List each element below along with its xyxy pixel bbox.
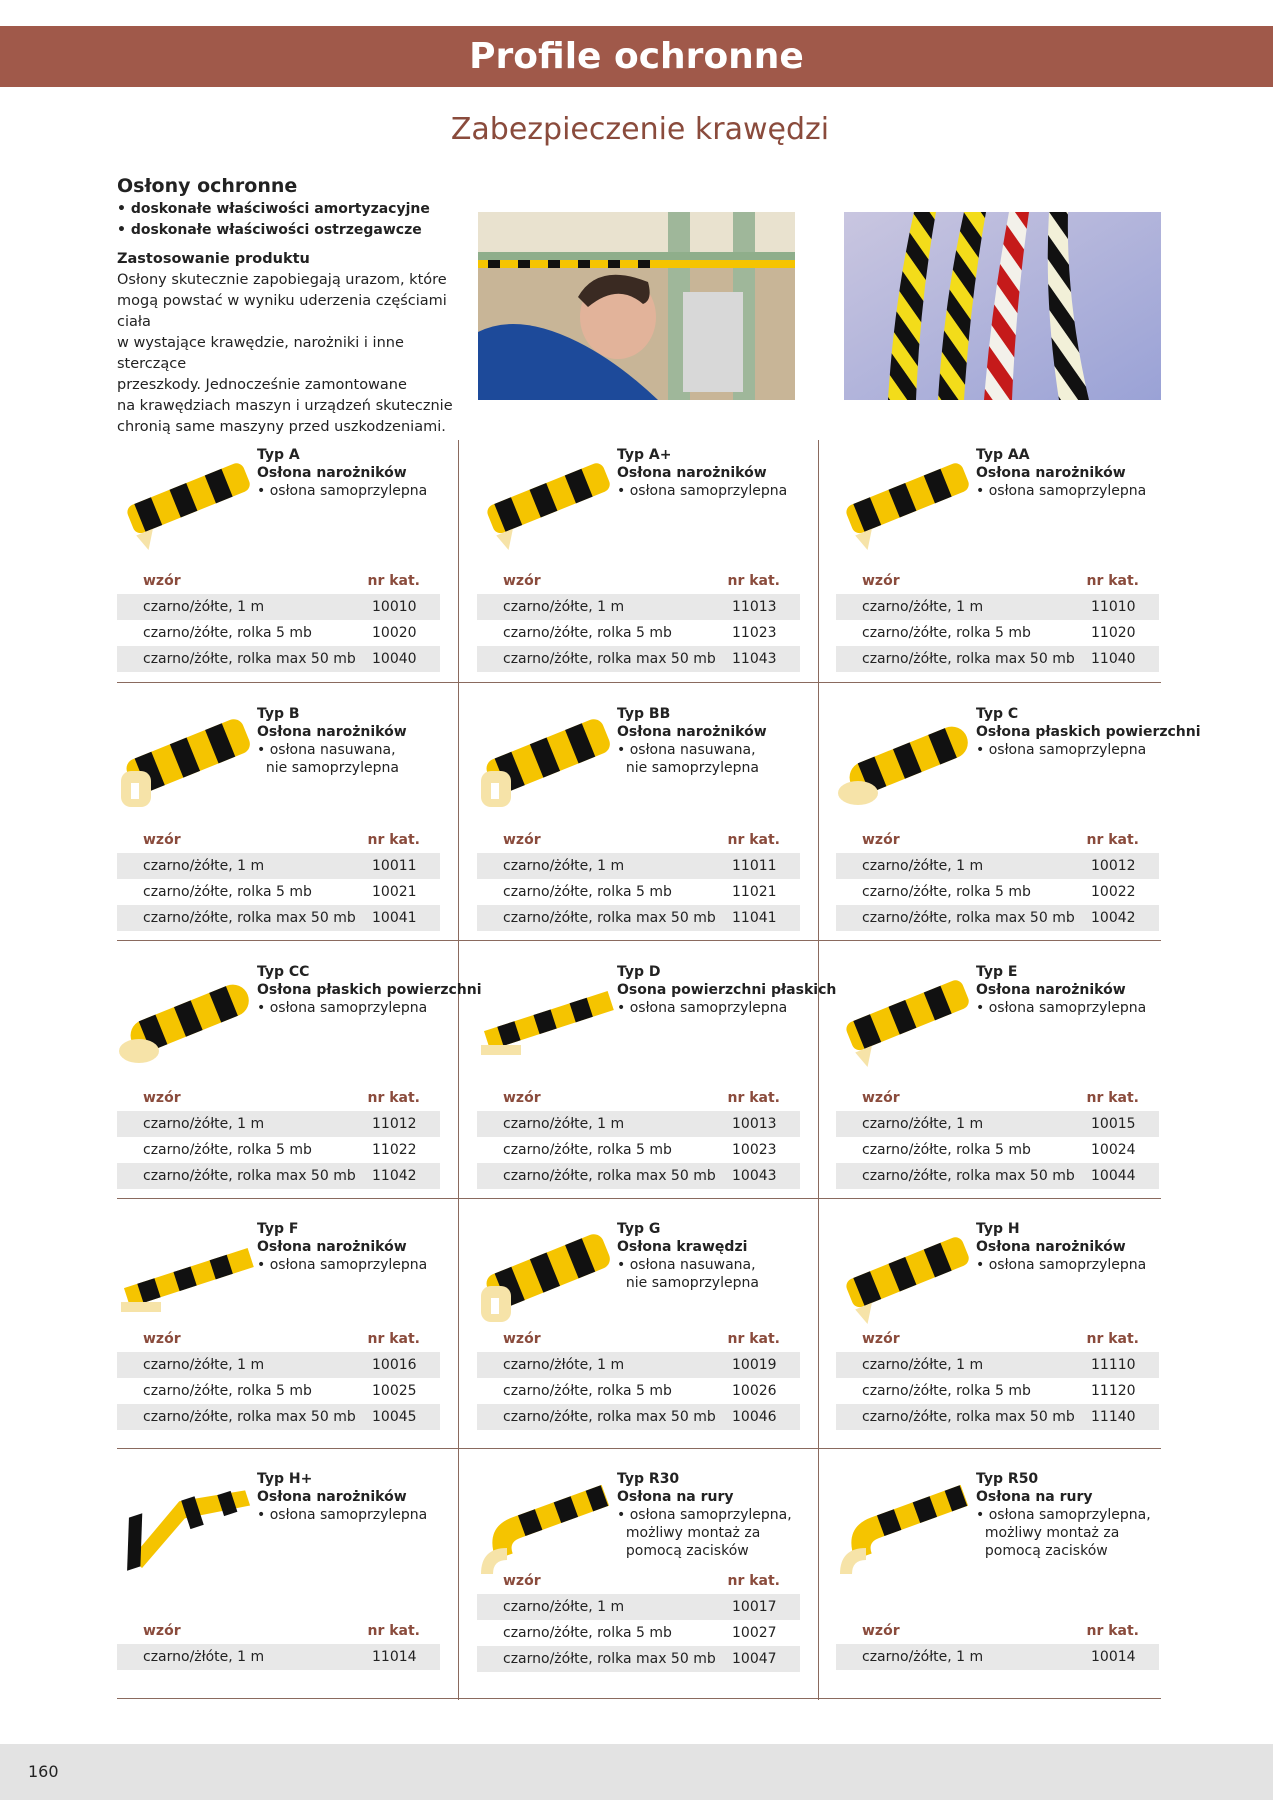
catalog-number-cell: 10010 [372, 599, 417, 615]
column-header-catalog-number: nr kat. [367, 1090, 420, 1106]
table-header [117, 568, 440, 594]
pattern-cell: czarno/żółte, rolka max 50 mb [862, 910, 1075, 926]
product-note: • osłona samoprzylepna [976, 1257, 1147, 1273]
usage-line: mogą powstać w wyniku uderzenia częściami ciała [117, 293, 447, 330]
profiles-photo [844, 212, 1161, 400]
pattern-cell: czarno/żółte, rolka 5 mb [503, 625, 672, 641]
column-header-pattern: wzór [862, 573, 900, 589]
section-subtitle: Zabezpieczenie krawędzi [450, 112, 830, 147]
catalog-number-cell: 10014 [1091, 1649, 1136, 1665]
column-header-catalog-number: nr kat. [367, 1623, 420, 1639]
catalog-table [836, 1085, 1159, 1189]
intro-block [117, 176, 477, 438]
column-header-pattern: wzór [143, 1090, 181, 1106]
table-header [836, 827, 1159, 853]
catalog-number-cell: 10040 [372, 651, 417, 667]
table-header [836, 568, 1159, 594]
pattern-cell: czarno/żółte, rolka max 50 mb [143, 1168, 356, 1184]
catalog-number-cell: 10019 [732, 1357, 777, 1373]
profile-illustration [836, 446, 976, 556]
catalog-table [117, 827, 440, 931]
table-row [117, 905, 440, 931]
table-row [477, 620, 800, 646]
column-header-catalog-number: nr kat. [367, 573, 420, 589]
pattern-cell: czarno/żółte, 1 m [143, 1116, 265, 1132]
column-header-catalog-number: nr kat. [727, 832, 780, 848]
column-header-catalog-number: nr kat. [727, 1331, 780, 1347]
column-header-catalog-number: nr kat. [727, 1573, 780, 1589]
column-header-pattern: wzór [862, 832, 900, 848]
warehouse-photo [478, 212, 795, 400]
table-header [117, 1618, 440, 1644]
product-description [257, 1220, 427, 1274]
table-row [117, 879, 440, 905]
intro-bullet: • doskonałe właściwości ostrzegawcze [117, 222, 422, 238]
catalog-number-cell: 11021 [732, 884, 777, 900]
table-row [117, 1137, 440, 1163]
product-note: • osłona samoprzylepna, możliwy montaż za pomocą zacisków [617, 1507, 792, 1559]
product-description [976, 1220, 1146, 1274]
pattern-cell: czarno/żółte, 1 m [862, 858, 984, 874]
catalog-number-cell: 11120 [1091, 1383, 1136, 1399]
product-name: Osłona na rury [976, 1489, 1093, 1505]
column-header-pattern: wzór [862, 1331, 900, 1347]
page-footer [0, 1744, 1273, 1800]
pattern-cell: czarno/żółte, 1 m [862, 1357, 984, 1373]
product-type: Typ A+ [617, 447, 672, 463]
pattern-cell: czarno/żółte, 1 m [503, 1599, 625, 1615]
usage-line: Osłony skutecznie zapobiegają urazom, które [117, 272, 447, 288]
profile-illustration [477, 963, 617, 1073]
pattern-cell: czarno/żółte, 1 m [143, 858, 265, 874]
table-header [117, 827, 440, 853]
catalog-table [836, 568, 1159, 672]
row-divider [117, 1198, 1161, 1199]
product-note: • osłona samoprzylepna [976, 483, 1147, 499]
table-header [477, 827, 800, 853]
pattern-cell: czarno/żółte, 1 m [143, 1357, 265, 1373]
column-header-pattern: wzór [503, 1090, 541, 1106]
catalog-number-cell: 10047 [732, 1651, 777, 1667]
column-header-catalog-number: nr kat. [1086, 1090, 1139, 1106]
column-header-catalog-number: nr kat. [367, 832, 420, 848]
table-row [117, 620, 440, 646]
pattern-cell: czarno/żółte, 1 m [862, 1649, 984, 1665]
column-header-catalog-number: nr kat. [1086, 1623, 1139, 1639]
catalog-number-cell: 10017 [732, 1599, 777, 1615]
product-description [257, 963, 482, 1017]
pattern-cell: czarno/żółte, rolka max 50 mb [862, 1409, 1075, 1425]
catalog-number-cell: 10046 [732, 1409, 777, 1425]
catalog-number-cell: 10045 [372, 1409, 417, 1425]
catalog-table [117, 568, 440, 672]
catalog-table [477, 1085, 800, 1189]
pattern-cell: czarno/żółte, rolka 5 mb [143, 1383, 312, 1399]
product-type: Typ H+ [257, 1471, 313, 1487]
table-header [477, 1568, 800, 1594]
pattern-cell: czarno/żółte, 1 m [503, 1116, 625, 1132]
table-header [477, 568, 800, 594]
catalog-number-cell: 11042 [372, 1168, 417, 1184]
table-row [477, 1352, 800, 1378]
table-row [836, 905, 1159, 931]
product-name: Osłona krawędzi [617, 1239, 748, 1255]
table-row [836, 1378, 1159, 1404]
catalog-number-cell: 11022 [372, 1142, 417, 1158]
catalog-number-cell: 10012 [1091, 858, 1136, 874]
row-divider [117, 940, 1161, 941]
product-name: Osłona płaskich powierzchni [257, 982, 482, 998]
catalog-number-cell: 10043 [732, 1168, 777, 1184]
page-banner [0, 26, 1273, 87]
pattern-cell: czarno/żółte, 1 m [503, 599, 625, 615]
table-row [117, 1111, 440, 1137]
pattern-cell: czarno/żółte, 1 m [503, 858, 625, 874]
table-row [477, 1378, 800, 1404]
catalog-number-cell: 11014 [372, 1649, 417, 1665]
product-description [257, 705, 407, 777]
pattern-cell: czarno/żółte, rolka max 50 mb [503, 651, 716, 667]
product-note: • osłona samoprzylepna [257, 1507, 428, 1523]
product-note: • osłona samoprzylepna [976, 742, 1147, 758]
product-name: Osona powierzchni płaskich [617, 982, 837, 998]
column-header-catalog-number: nr kat. [1086, 1331, 1139, 1347]
profile-illustration [836, 1470, 976, 1580]
table-row [477, 1163, 800, 1189]
catalog-table [836, 1326, 1159, 1430]
product-name: Osłona na rury [617, 1489, 734, 1505]
table-row [836, 1163, 1159, 1189]
table-row [117, 1163, 440, 1189]
catalog-number-cell: 10011 [372, 858, 417, 874]
table-row [836, 1352, 1159, 1378]
pattern-cell: czarno/żółte, rolka 5 mb [503, 1383, 672, 1399]
table-row [836, 594, 1159, 620]
product-note: • osłona nasuwana, nie samoprzylepna [617, 742, 759, 776]
pattern-cell: czarno/żółte, rolka 5 mb [143, 884, 312, 900]
table-row [836, 1404, 1159, 1430]
product-type: Typ D [617, 964, 661, 980]
table-row [477, 1111, 800, 1137]
table-row [477, 1404, 800, 1430]
column-header-pattern: wzór [503, 1331, 541, 1347]
product-description [617, 1220, 759, 1292]
product-note: • osłona nasuwana, nie samoprzylepna [257, 742, 399, 776]
row-divider [117, 1448, 1161, 1449]
pattern-cell: czarno/żółte, rolka 5 mb [503, 1142, 672, 1158]
intro-heading: Osłony ochronne [117, 175, 298, 197]
table-header [117, 1326, 440, 1352]
product-name: Osłona narożników [257, 1239, 407, 1255]
column-header-pattern: wzór [862, 1090, 900, 1106]
product-description [617, 705, 767, 777]
catalog-number-cell: 10015 [1091, 1116, 1136, 1132]
pattern-cell: czarno/żółte, rolka 5 mb [862, 884, 1031, 900]
pattern-cell: czarno/żółte, 1 m [143, 599, 265, 615]
pattern-cell: czarno/żółte, 1 m [862, 1116, 984, 1132]
catalog-table [117, 1618, 440, 1670]
profile-illustration [117, 963, 257, 1073]
product-name: Osłona narożników [976, 982, 1126, 998]
product-type: Typ AA [976, 447, 1030, 463]
profile-illustration [477, 705, 617, 815]
pattern-cell: czarno/żółte, rolka 5 mb [503, 884, 672, 900]
column-header-pattern: wzór [143, 1623, 181, 1639]
pattern-cell: czarno/żółte, rolka max 50 mb [143, 910, 356, 926]
table-row [477, 1646, 800, 1672]
product-description [617, 963, 836, 1017]
column-header-pattern: wzór [503, 573, 541, 589]
pattern-cell: czarno/żółte, rolka max 50 mb [862, 1168, 1075, 1184]
column-header-pattern: wzór [503, 832, 541, 848]
catalog-number-cell: 10013 [732, 1116, 777, 1132]
product-type: Typ H [976, 1221, 1020, 1237]
profile-illustration [477, 1220, 617, 1330]
profile-illustration [117, 1220, 257, 1330]
product-description [976, 1470, 1151, 1560]
catalog-number-cell: 10026 [732, 1383, 777, 1399]
catalog-number-cell: 10024 [1091, 1142, 1136, 1158]
table-row [477, 879, 800, 905]
product-description [257, 1470, 427, 1524]
catalog-number-cell: 11023 [732, 625, 777, 641]
product-name: Osłona narożników [976, 465, 1126, 481]
product-type: Typ G [617, 1221, 661, 1237]
product-type: Typ CC [257, 964, 310, 980]
table-header [117, 1085, 440, 1111]
table-header [836, 1085, 1159, 1111]
profile-illustration [836, 705, 976, 815]
column-divider [818, 440, 819, 1700]
catalog-table [117, 1326, 440, 1430]
catalog-table [477, 1568, 800, 1672]
table-row [477, 1137, 800, 1163]
catalog-number-cell: 10027 [732, 1625, 777, 1641]
catalog-number-cell: 10020 [372, 625, 417, 641]
profile-illustration [836, 1220, 976, 1330]
product-note: • osłona samoprzylepna [617, 483, 788, 499]
pattern-cell: czarno/żółte, rolka max 50 mb [503, 1168, 716, 1184]
catalog-number-cell: 10042 [1091, 910, 1136, 926]
column-header-pattern: wzór [143, 832, 181, 848]
page-title: Profile ochronne [469, 36, 804, 77]
pattern-cell: czarno/żłóte, 1 m [503, 1357, 625, 1373]
table-row [836, 853, 1159, 879]
product-type: Typ R30 [617, 1471, 680, 1487]
catalog-table [477, 827, 800, 931]
catalog-number-cell: 11041 [732, 910, 777, 926]
pattern-cell: czarno/żółte, rolka 5 mb [143, 1142, 312, 1158]
column-header-catalog-number: nr kat. [1086, 573, 1139, 589]
column-header-pattern: wzór [143, 1331, 181, 1347]
table-row [836, 1644, 1159, 1670]
table-row [477, 1594, 800, 1620]
column-header-pattern: wzór [503, 1573, 541, 1589]
product-name: Osłona narożników [257, 465, 407, 481]
product-note: • osłona samoprzylepna [257, 483, 428, 499]
column-divider [458, 440, 459, 1700]
page-number: 160 [28, 1762, 59, 1781]
product-name: Osłona narożników [617, 724, 767, 740]
table-header [836, 1618, 1159, 1644]
usage-line: w wystające krawędzie, narożniki i inne sterczące [117, 335, 404, 372]
column-header-catalog-number: nr kat. [727, 573, 780, 589]
catalog-number-cell: 10021 [372, 884, 417, 900]
column-header-catalog-number: nr kat. [367, 1331, 420, 1347]
column-header-catalog-number: nr kat. [727, 1090, 780, 1106]
catalog-table [117, 1085, 440, 1189]
column-header-pattern: wzór [143, 573, 181, 589]
row-divider [117, 1698, 1161, 1699]
row-divider [117, 682, 1161, 683]
pattern-cell: czarno/żółte, rolka 5 mb [862, 625, 1031, 641]
product-name: Osłona płaskich powierzchni [976, 724, 1201, 740]
product-description [617, 446, 787, 500]
catalog-number-cell: 11011 [732, 858, 777, 874]
product-description [617, 1470, 792, 1560]
catalog-number-cell: 10016 [372, 1357, 417, 1373]
table-row [836, 620, 1159, 646]
profile-illustration [477, 446, 617, 556]
table-row [477, 594, 800, 620]
product-name: Osłona narożników [257, 1489, 407, 1505]
pattern-cell: czarno/żółte, rolka 5 mb [862, 1142, 1031, 1158]
catalog-number-cell: 10023 [732, 1142, 777, 1158]
product-type: Typ C [976, 706, 1019, 722]
product-name: Osłona narożników [257, 724, 407, 740]
pattern-cell: czarno/żółte, rolka 5 mb [862, 1383, 1031, 1399]
product-type: Typ A [257, 447, 300, 463]
product-note: • osłona samoprzylepna, możliwy montaż za pomocą zacisków [976, 1507, 1151, 1559]
catalog-number-cell: 11012 [372, 1116, 417, 1132]
pattern-cell: czarno/żłóte, 1 m [143, 1649, 265, 1665]
pattern-cell: czarno/żółte, rolka max 50 mb [503, 1409, 716, 1425]
catalog-number-cell: 10022 [1091, 884, 1136, 900]
profile-illustration [836, 963, 976, 1073]
usage-heading: Zastosowanie produktu [117, 251, 310, 267]
column-header-pattern: wzór [862, 1623, 900, 1639]
column-header-catalog-number: nr kat. [1086, 832, 1139, 848]
catalog-number-cell: 11013 [732, 599, 777, 615]
catalog-number-cell: 11040 [1091, 651, 1136, 667]
usage-line: przeszkody. Jednocześnie zamontowane [117, 377, 407, 393]
product-type: Typ R50 [976, 1471, 1039, 1487]
usage-line: na krawędziach maszyn i urządzeń skutecznie [117, 398, 453, 414]
catalog-number-cell: 10041 [372, 910, 417, 926]
table-header [477, 1326, 800, 1352]
catalog-number-cell: 11010 [1091, 599, 1136, 615]
product-description [976, 705, 1201, 759]
catalog-number-cell: 11043 [732, 651, 777, 667]
catalog-table [477, 1326, 800, 1430]
pattern-cell: czarno/żółte, rolka 5 mb [143, 625, 312, 641]
product-type: Typ E [976, 964, 1018, 980]
product-description [257, 446, 427, 500]
pattern-cell: czarno/żółte, rolka max 50 mb [503, 1651, 716, 1667]
product-note: • osłona samoprzylepna [617, 1000, 788, 1016]
table-row [117, 594, 440, 620]
product-type: Typ BB [617, 706, 671, 722]
table-header [477, 1085, 800, 1111]
profile-illustration [117, 1470, 257, 1580]
pattern-cell: czarno/żółte, 1 m [862, 599, 984, 615]
catalog-table [836, 827, 1159, 931]
catalog-table [477, 568, 800, 672]
table-row [117, 646, 440, 672]
catalog-number-cell: 10025 [372, 1383, 417, 1399]
profile-illustration [117, 705, 257, 815]
profile-illustration [117, 446, 257, 556]
table-row [117, 1404, 440, 1430]
catalog-number-cell: 11110 [1091, 1357, 1136, 1373]
pattern-cell: czarno/żółte, rolka max 50 mb [862, 651, 1075, 667]
table-row [836, 879, 1159, 905]
product-name: Osłona narożników [617, 465, 767, 481]
product-note: • osłona nasuwana, nie samoprzylepna [617, 1257, 759, 1291]
table-row [477, 1620, 800, 1646]
product-type: Typ B [257, 706, 300, 722]
catalog-number-cell: 11140 [1091, 1409, 1136, 1425]
product-note: • osłona samoprzylepna [976, 1000, 1147, 1016]
pattern-cell: czarno/żółte, rolka max 50 mb [503, 910, 716, 926]
catalog-table [836, 1618, 1159, 1670]
product-type: Typ F [257, 1221, 299, 1237]
table-row [836, 646, 1159, 672]
table-row [117, 1378, 440, 1404]
table-row [477, 853, 800, 879]
product-name: Osłona narożników [976, 1239, 1126, 1255]
table-row [117, 853, 440, 879]
catalog-number-cell: 10044 [1091, 1168, 1136, 1184]
product-description [976, 963, 1146, 1017]
table-row [117, 1352, 440, 1378]
product-note: • osłona samoprzylepna [257, 1257, 428, 1273]
table-row [117, 1644, 440, 1670]
usage-line: chronią same maszyny przed uszkodzeniami. [117, 419, 446, 435]
pattern-cell: czarno/żółte, rolka 5 mb [503, 1625, 672, 1641]
table-row [477, 646, 800, 672]
pattern-cell: czarno/żółte, rolka max 50 mb [143, 1409, 356, 1425]
table-row [477, 905, 800, 931]
table-row [836, 1137, 1159, 1163]
catalog-number-cell: 11020 [1091, 625, 1136, 641]
pattern-cell: czarno/żółte, rolka max 50 mb [143, 651, 356, 667]
product-note: • osłona samoprzylepna [257, 1000, 428, 1016]
table-row [836, 1111, 1159, 1137]
intro-bullet: • doskonałe właściwości amortyzacyjne [117, 201, 430, 217]
table-header [836, 1326, 1159, 1352]
profile-illustration [477, 1470, 617, 1580]
product-description [976, 446, 1146, 500]
